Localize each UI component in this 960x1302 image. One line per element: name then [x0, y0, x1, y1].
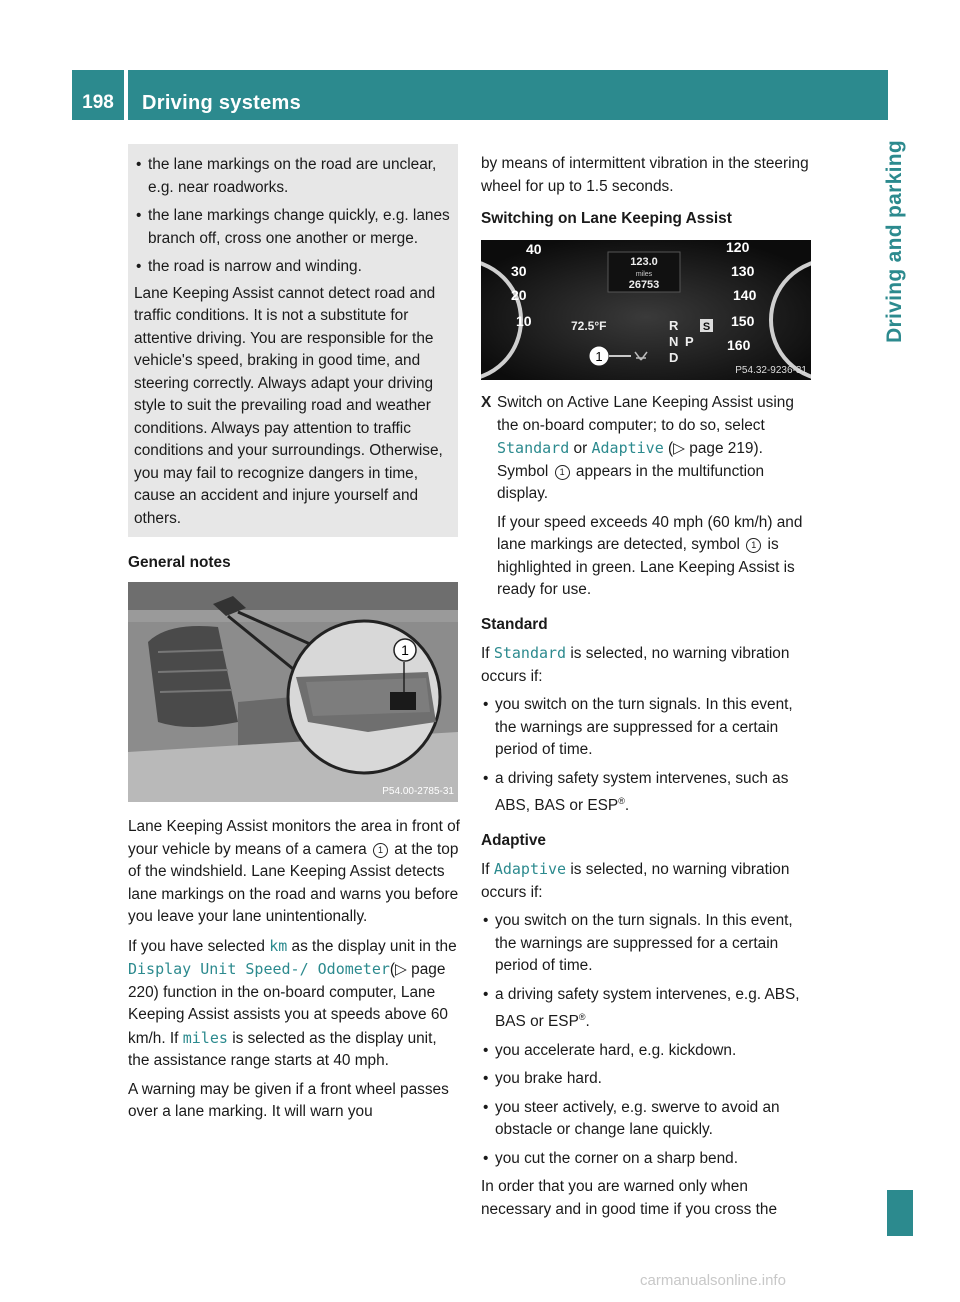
- bullet-icon: •: [483, 769, 489, 787]
- option-standard: Standard: [497, 439, 570, 457]
- bullet-text: you brake hard.: [495, 1070, 602, 1088]
- side-label-text: Driving and parking: [883, 140, 906, 343]
- bullet-text: you switch on the turn signals. In this event, the warnings are suppressed for a certain period of time.: [495, 696, 793, 758]
- page-number: 198: [82, 91, 114, 113]
- bullet-icon: •: [483, 912, 489, 930]
- bullet-icon: •: [483, 985, 489, 1003]
- speed-tick: 140: [733, 287, 757, 303]
- page-header: [72, 70, 888, 120]
- text-run: is selected as the display unit, the assistance range starts at 40 mph.: [128, 1029, 437, 1069]
- list-item: [134, 205, 454, 250]
- registered-mark: ®: [618, 796, 625, 806]
- list-item: [481, 910, 813, 978]
- bullet-text: the road is narrow and winding.: [148, 258, 362, 275]
- general-notes-heading: General notes: [128, 554, 231, 571]
- figure-code: P54.00-2785-31: [382, 786, 454, 797]
- cluster-illustration: [481, 240, 811, 380]
- list-item: [481, 1097, 813, 1142]
- bullet-text: you switch on the turn signals. In this event, the warnings are suppressed for a certain period of time.: [495, 912, 793, 975]
- gear-p: P: [685, 334, 694, 349]
- bullet-icon: •: [483, 1098, 489, 1116]
- adaptive-intro: [481, 858, 813, 904]
- speed-tick: 30: [511, 263, 527, 279]
- step-arrow-icon: X: [481, 394, 492, 411]
- section-title: Driving systems: [142, 91, 302, 114]
- option-standard: Standard: [493, 644, 567, 662]
- speed-tick: 120: [726, 240, 750, 255]
- list-item: [481, 694, 813, 762]
- bullet-text: you steer actively, e.g. swerve to avoid an obstacle or change lane quickly.: [495, 1098, 780, 1139]
- instruction-step: [481, 392, 813, 602]
- adaptive-heading: Adaptive: [481, 831, 546, 849]
- bullet-icon: •: [483, 1070, 489, 1088]
- speed-tick: 130: [731, 263, 755, 279]
- list-item: [481, 1040, 813, 1063]
- bullet-icon: •: [483, 696, 489, 713]
- step-paragraph: [497, 392, 813, 506]
- list-item: • a driving safety system intervenes, e.g. ABS, BAS or ESP®.: [483, 985, 800, 1031]
- text-run: page 220) function in the on-board computer, Lane Keeping Assist assists you at speeds above 60 km/h. If: [128, 961, 448, 1047]
- registered-mark: ®: [578, 1012, 586, 1023]
- closing-paragraph: In order that you are warned only when necessary and in good time if you cross the: [481, 1178, 777, 1218]
- cluster-callout: 1: [595, 349, 603, 364]
- text-run: appears in the multifunction display.: [497, 462, 765, 502]
- text-run: as the display unit in the: [291, 937, 457, 955]
- bullet-icon: •: [136, 258, 142, 275]
- unit-readout: miles: [635, 271, 653, 278]
- page-number-box: [72, 70, 124, 120]
- step-note: [497, 512, 813, 602]
- left-body: [128, 816, 460, 1130]
- watermark: carmanualsonline.info: [640, 1272, 786, 1289]
- warning-text: Lane Keeping Assist cannot detect road and traffic conditions. It is not a substitute for attentive driving. You are responsible for the vehicle's speed, braking in good time, and steering correctly. Always adapt your driving style to suit the prevailing road and weather conditions. Always pay attention to traffic conditions and your surroundings. Otherwise, you may fail to recognize dangers in time, cause an accident and injure yourself and others.: [134, 284, 443, 527]
- display-unit-paragraph: [128, 935, 460, 1073]
- list-item: [134, 256, 454, 279]
- text-run: page 219).: [689, 440, 763, 457]
- text-run: If you have selected: [128, 937, 265, 955]
- display-miles: miles: [182, 1028, 228, 1047]
- side-label: [884, 140, 924, 440]
- section-title-box: [128, 70, 888, 120]
- speed-tick: 20: [511, 287, 527, 303]
- page-ref-icon: (▷: [668, 440, 685, 457]
- odometer-readout: 26753: [628, 279, 660, 291]
- text-run: If: [481, 861, 490, 879]
- bullet-icon: •: [483, 1149, 489, 1167]
- instrument-cluster-figure: [481, 240, 811, 380]
- bullet-text: a driving safety system intervenes, such as ABS, BAS or ESP: [495, 769, 789, 815]
- display-km: km: [269, 936, 288, 955]
- text-run: is selected, no warning vibration occurs if:: [481, 861, 790, 901]
- text-run: or: [573, 440, 588, 457]
- bullet-icon: •: [483, 1041, 489, 1059]
- option-adaptive: Adaptive: [493, 860, 567, 879]
- callout-1-icon: 1: [373, 843, 388, 858]
- callout-1-icon: 1: [555, 465, 570, 480]
- list-item: [481, 1148, 813, 1171]
- text-run: is selected, no warning vibration occurs if:: [481, 645, 790, 685]
- gear-n: N: [669, 334, 679, 349]
- corner-marker: [887, 1190, 913, 1236]
- speed-tick: 40: [526, 241, 542, 257]
- cluster-figure-code: P54.32-9236-31: [735, 365, 807, 376]
- text-run: is highlighted in green. Lane Keeping Assist is ready for use.: [497, 536, 795, 598]
- list-item: [481, 1068, 813, 1091]
- text-run: Symbol: [497, 462, 549, 480]
- gear-r: R: [669, 318, 679, 333]
- page-ref-icon: (▷: [389, 961, 407, 978]
- warning-paragraph: A warning may be given if a front wheel passes over a lane marking. It will warn you: [128, 1080, 449, 1120]
- list-item: • a driving safety system intervenes, such as ABS, BAS or ESP®.: [483, 769, 789, 815]
- bullet-icon: •: [136, 207, 142, 224]
- switch-on-heading: Switching on Lane Keeping Assist: [481, 210, 732, 227]
- gear-d: D: [669, 350, 679, 365]
- text-run: at the top of the windshield. Lane Keeping Assist detects lane markings on the road and warns you before you leave your lane unintentionally.: [128, 840, 459, 925]
- standard-heading: Standard: [481, 615, 548, 633]
- bullet-text: you cut the corner on a sharp bend.: [495, 1149, 738, 1167]
- standard-intro: [481, 642, 813, 688]
- text-run: If your speed exceeds 40 mph (60 km/h) and lane markings are detected,: [497, 513, 803, 553]
- figure-callout: 1: [401, 642, 409, 658]
- bullet-text: the lane markings on the road are unclear, e.g. near roadworks.: [148, 156, 437, 196]
- warning-box: [128, 144, 458, 537]
- windshield-illustration: [128, 582, 458, 802]
- bullet-text: you accelerate hard, e.g. kickdown.: [495, 1041, 737, 1059]
- camera-paragraph: [128, 816, 460, 929]
- right-body-top: [481, 153, 813, 237]
- temperature-readout: 72.5°F: [571, 319, 607, 333]
- sport-badge: S: [702, 321, 711, 333]
- trip-readout: 123.0: [630, 256, 658, 268]
- list-item: [134, 154, 454, 199]
- callout-1-icon: 1: [746, 538, 761, 553]
- windshield-camera-figure: [128, 582, 458, 802]
- text-run: Switch on Active Lane Keeping Assist using the on-board computer; to do so, select: [497, 394, 794, 434]
- right-body: [481, 392, 813, 1227]
- text-run: Lane Keeping Assist monitors the area in front of your vehicle by means of a camera: [128, 818, 460, 858]
- bullet-icon: •: [136, 156, 142, 173]
- text-run: symbol: [691, 536, 740, 553]
- bullet-text: a driving safety system intervenes, e.g. ABS, BAS or ESP: [495, 985, 800, 1031]
- speed-tick: 160: [727, 337, 751, 353]
- bullet-text: the lane markings change quickly, e.g. lanes branch off, cross one another or merge.: [148, 207, 450, 247]
- menu-display-unit: Display Unit Speed-/ Odometer: [128, 960, 390, 978]
- option-adaptive: Adaptive: [591, 439, 664, 457]
- continuation-paragraph: by means of intermittent vibration in the steering wheel for up to 1.5 seconds.: [481, 155, 809, 195]
- text-run: If: [481, 645, 490, 662]
- speed-tick: 150: [731, 313, 755, 329]
- speed-tick: 10: [516, 313, 532, 329]
